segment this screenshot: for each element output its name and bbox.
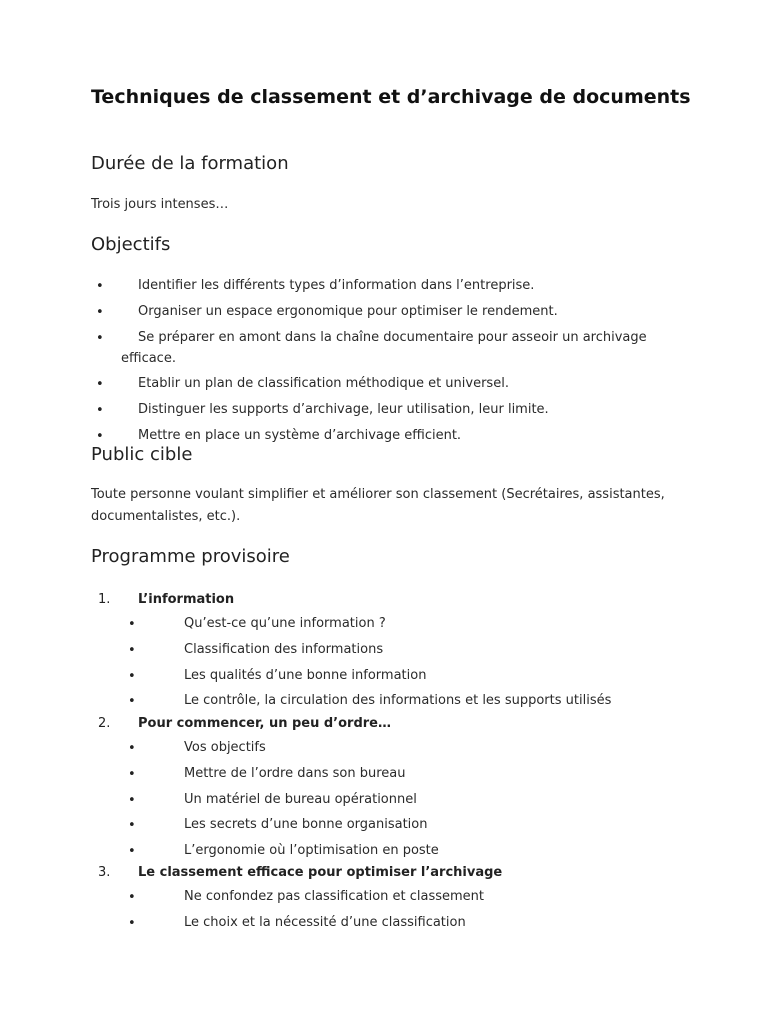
program-item: Mettre de l’ordre dans son bureau — [184, 766, 406, 781]
bullet-marker: • — [128, 617, 136, 632]
program-item: Qu’est-ce qu’une information ? — [184, 616, 386, 631]
document-title: Techniques de classement et d’archivage de documents — [91, 86, 691, 108]
program-section-title: Pour commencer, un peu d’ordre… — [138, 716, 391, 731]
bullet-marker: • — [96, 279, 104, 294]
program-item: Le contrôle, la circulation des informations et les supports utilisés — [184, 693, 612, 708]
program-item: Vos objectifs — [184, 740, 266, 755]
program-item: Les secrets d’une bonne organisation — [184, 817, 428, 832]
program-section-title: Le classement efficace pour optimiser l’archivage — [138, 865, 503, 880]
program-item: Le choix et la nécessité d’une classification — [184, 915, 466, 930]
audience-text: Toute personne voulant simplifier et améliorer son classement (Secrétaires, assistantes, documentalistes, etc.). — [91, 487, 665, 524]
objectives-heading: Objectifs — [91, 234, 171, 255]
bullet-marker: • — [128, 741, 136, 756]
program-section-number: 1. — [98, 592, 111, 607]
program-heading: Programme provisoire — [91, 546, 290, 567]
objective-item: Distinguer les supports d’archivage, leur utilisation, leur limite. — [138, 402, 549, 417]
bullet-marker: • — [128, 890, 136, 905]
bullet-marker: • — [128, 916, 136, 931]
program-item: Classification des informations — [184, 642, 384, 657]
objective-item: Etablir un plan de classification méthodique et universel. — [138, 376, 509, 391]
program-item: Un matériel de bureau opérationnel — [184, 792, 417, 807]
objective-item: Identifier les différents types d’information dans l’entreprise. — [138, 278, 535, 293]
bullet-marker: • — [128, 793, 136, 808]
bullet-marker: • — [128, 844, 136, 859]
objective-item-continuation: efficace. — [121, 351, 176, 366]
bullet-marker: • — [96, 331, 104, 346]
bullet-marker: • — [128, 767, 136, 782]
duration-heading: Durée de la formation — [91, 153, 289, 174]
program-section-title: L’information — [138, 592, 235, 607]
objective-item: Organiser un espace ergonomique pour optimiser le rendement. — [138, 304, 558, 319]
program-item: L’ergonomie où l’optimisation en poste — [184, 843, 439, 858]
program-item: Les qualités d’une bonne information — [184, 668, 427, 683]
objective-item: Se préparer en amont dans la chaîne documentaire pour asseoir un archivage — [138, 330, 647, 345]
duration-text: Trois jours intenses… — [91, 197, 229, 212]
bullet-marker: • — [96, 377, 104, 392]
program-section-number: 3. — [98, 865, 111, 880]
program-section-number: 2. — [98, 716, 111, 731]
bullet-marker: • — [128, 643, 136, 658]
audience-heading: Public cible — [91, 444, 193, 465]
bullet-marker: • — [96, 305, 104, 320]
bullet-marker: • — [128, 818, 136, 833]
objective-item: Mettre en place un système d’archivage efficient. — [138, 428, 462, 443]
bullet-marker: • — [128, 669, 136, 684]
bullet-marker: • — [128, 694, 136, 709]
program-item: Ne confondez pas classification et classement — [184, 889, 485, 904]
bullet-marker: • — [96, 403, 104, 418]
bullet-marker: • — [96, 429, 104, 444]
